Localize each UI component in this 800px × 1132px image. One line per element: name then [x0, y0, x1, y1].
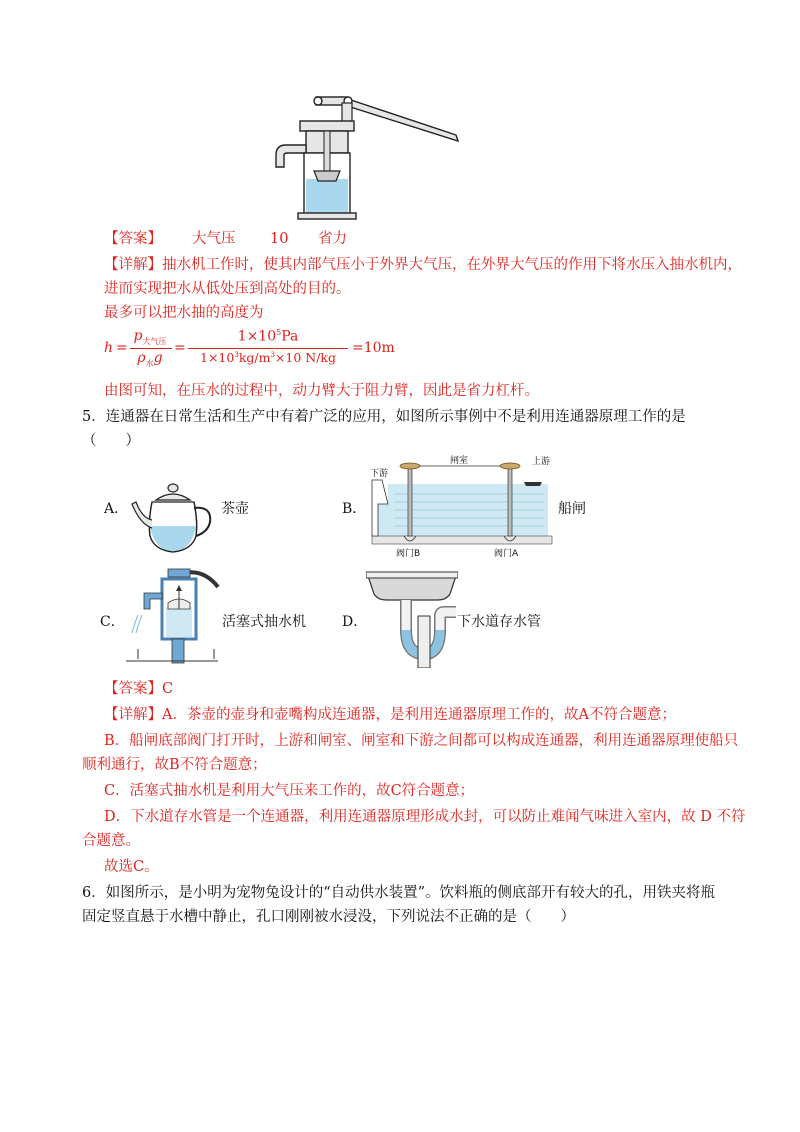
prev-answer-3: 省力: [318, 231, 347, 247]
q5-detail-d1: D．下水道存水管是一个连通器，利用连通器原理形成水封，可以防止难闻气味进入室内，故 D 不符: [104, 809, 746, 825]
prev-answer-1: 大气压: [192, 231, 236, 247]
formula-bar-1: [130, 348, 172, 349]
option-c-letter: C．: [100, 614, 125, 630]
q5-detail-d2: 合题意。: [82, 833, 140, 849]
q6-stem-line2: 固定竖直悬于水槽中静止，孔口刚刚被水浸没，下列说法不正确的是（ ）: [82, 909, 575, 925]
formula-den-symbol: $\rho_水g$: [137, 350, 163, 368]
label-valve-a: 阀门A: [494, 549, 519, 558]
option-a-caption: 茶壶: [221, 501, 249, 517]
formula-den-value: $1\times 10^3kg/m^3\times 10$ N/kg: [200, 350, 336, 365]
formula-equals-2: =: [174, 340, 186, 356]
q5-conclusion: 故选C。: [104, 859, 159, 875]
formula-num-value: $1\times 10^5Pa$: [237, 328, 299, 345]
drain-trap-image: [366, 568, 458, 668]
prev-detail-line4: 由图可知，在压水的过程中，动力臂大于阻力臂，因此是省力杠杆。: [104, 383, 539, 399]
formula-equals-1: =: [116, 340, 128, 356]
q5-detail-b2: 顺利通行，故B不符合题意；: [82, 757, 267, 773]
option-d-letter: D．: [342, 614, 368, 630]
label-upstream: 上游: [532, 457, 551, 467]
teapot-image: [128, 480, 218, 556]
option-d-caption: 下水道存水管: [457, 614, 541, 630]
label-valve-b: 阀门B: [396, 549, 421, 558]
q5-answer: 【答案】C: [104, 681, 174, 697]
formula-result: =10m: [352, 340, 395, 356]
prev-detail-line3: 最多可以把水抽的高度为: [104, 305, 264, 321]
label-chamber: 闸室: [450, 456, 469, 466]
option-b-letter: B．: [342, 501, 367, 517]
option-b-caption: 船闸: [558, 501, 586, 517]
label-downstream: 下游: [370, 469, 389, 479]
formula-num-symbol: $p_{大气压}$: [133, 328, 167, 346]
pump-height-formula: [104, 328, 404, 372]
hand-pump-figure: [260, 85, 470, 225]
formula-lhs: h: [104, 340, 114, 356]
prev-detail-line1: 【详解】抽水机工作时，使其内部气压小于外界大气压，在外界大气压的作用下将水压入抽水机内，: [104, 257, 742, 273]
q5-detail-b1: B．船闸底部阀门打开时，上游和闸室、闸室和下游之间都可以构成连通器，利用连通器原理使船只: [104, 733, 739, 749]
formula-bar-2: [188, 348, 348, 349]
option-a-letter: A．: [104, 501, 129, 517]
q5-detail-c: C．活塞式抽水机是利用大气压来工作的，故C符合题意；: [104, 783, 475, 799]
prev-answer-2: 10: [270, 231, 289, 247]
ship-lock-diagram: [364, 450, 554, 558]
prev-answer-tag: 【答案】: [104, 231, 162, 247]
q5-detail-a: 【详解】A．茶壶的壶身和壶嘴构成连通器，是利用连通器原理工作的，故A不符合题意；: [104, 707, 676, 723]
q5-stem-line1: 5．连通器在日常生活和生产中有着广泛的应用，如图所示事例中不是利用连通器原理工作的是: [82, 409, 686, 425]
prev-detail-line2: 进而实现把水从低处压到高处的目的。: [104, 281, 351, 297]
option-c-caption: 活塞式抽水机: [222, 614, 306, 630]
q5-stem-line2: （ ）: [82, 433, 140, 449]
piston-pump-image: [124, 563, 220, 668]
q6-stem-line1: 6．如图所示，是小明为宠物兔设计的“自动供水装置”。饮料瓶的侧底部开有较大的孔，用铁夹将瓶: [82, 885, 716, 901]
